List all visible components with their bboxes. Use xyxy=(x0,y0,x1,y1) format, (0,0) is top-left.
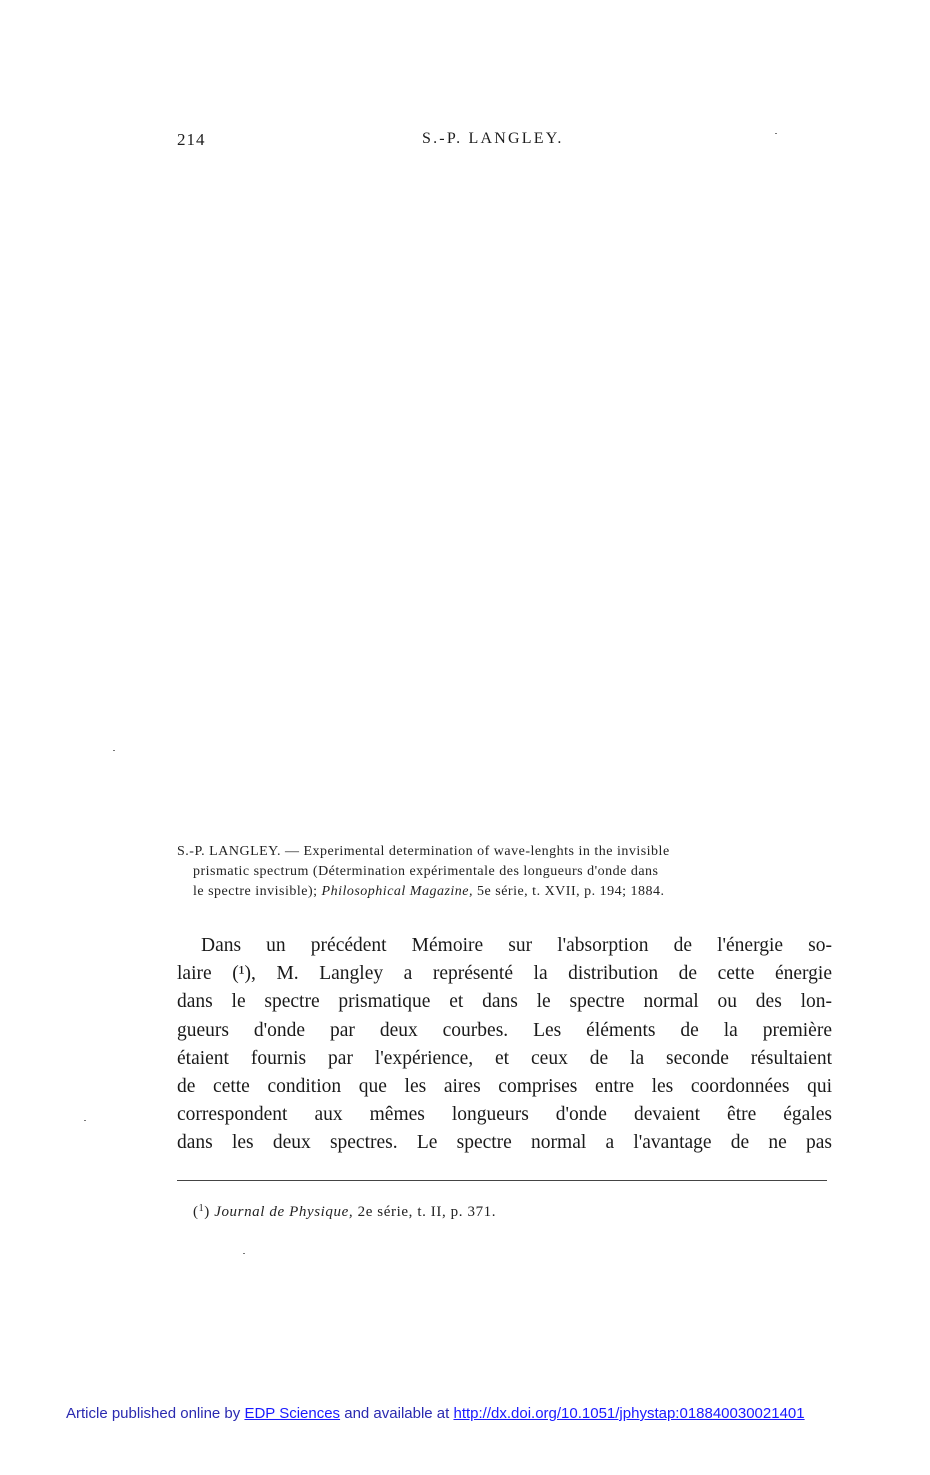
body-line: dans les deux spectres. Le spectre normal a l'avantage de ne pas xyxy=(177,1132,832,1154)
publisher-notice xyxy=(66,1405,805,1422)
scan-speck xyxy=(775,133,777,134)
footnote-divider xyxy=(177,1180,827,1181)
reference-text: prismatic spectrum (Détermination expérimentale des longueurs d'onde dans xyxy=(193,864,659,879)
reference-text: 5e série, t. XVII, p. 194; 1884. xyxy=(473,884,665,899)
doi-link[interactable]: http://dx.doi.org/10.1051/jphystap:018840030021401 xyxy=(453,1405,805,1422)
reference-text: le spectre invisible); xyxy=(193,884,322,899)
footnote-text: 2e série, t. II, p. 371. xyxy=(353,1204,497,1220)
running-title: S.-P. LANGLEY. xyxy=(422,130,564,147)
scan-speck xyxy=(113,750,115,751)
body-paragraph xyxy=(177,932,832,1158)
scan-speck xyxy=(243,1253,245,1254)
scan-speck xyxy=(84,1120,86,1121)
body-line: gueurs d'onde par deux courbes. Les éléments de la première xyxy=(177,1019,832,1041)
body-line: dans le spectre prismatique et dans le spectre normal ou des lon- xyxy=(177,991,832,1013)
publisher-middle: and available at xyxy=(340,1405,454,1422)
reference-line xyxy=(177,842,832,862)
body-line: étaient fournis par l'expérience, et ceux de la seconde résultaient xyxy=(177,1047,832,1069)
reference-text: S.-P. LANGLEY. — Experimental determination of wave-lenghts in the invisible xyxy=(177,844,670,859)
footnote xyxy=(193,1203,496,1221)
body-line: Dans un précédent Mémoire sur l'absorption de l'énergie so- xyxy=(201,935,832,956)
page-number: 214 xyxy=(177,130,206,149)
footnote-journal: Journal de Physique, xyxy=(214,1204,354,1220)
publisher-link[interactable]: EDP Sciences xyxy=(244,1405,341,1422)
body-line: laire (¹), M. Langley a représenté la distribution de cette énergie xyxy=(177,963,832,985)
reference-line xyxy=(177,862,832,882)
footnote-marker: ($^1$) xyxy=(193,1203,210,1220)
body-line: correspondent aux mêmes longueurs d'onde devaient être égales xyxy=(177,1104,832,1126)
reference-line xyxy=(177,882,832,902)
publisher-prefix: Article published online by xyxy=(66,1405,245,1422)
body-line: de cette condition que les aires comprises entre les coordonnées qui xyxy=(177,1075,832,1097)
journal-title: Philosophical Magazine, xyxy=(321,884,474,899)
bibliographic-reference xyxy=(177,842,832,902)
